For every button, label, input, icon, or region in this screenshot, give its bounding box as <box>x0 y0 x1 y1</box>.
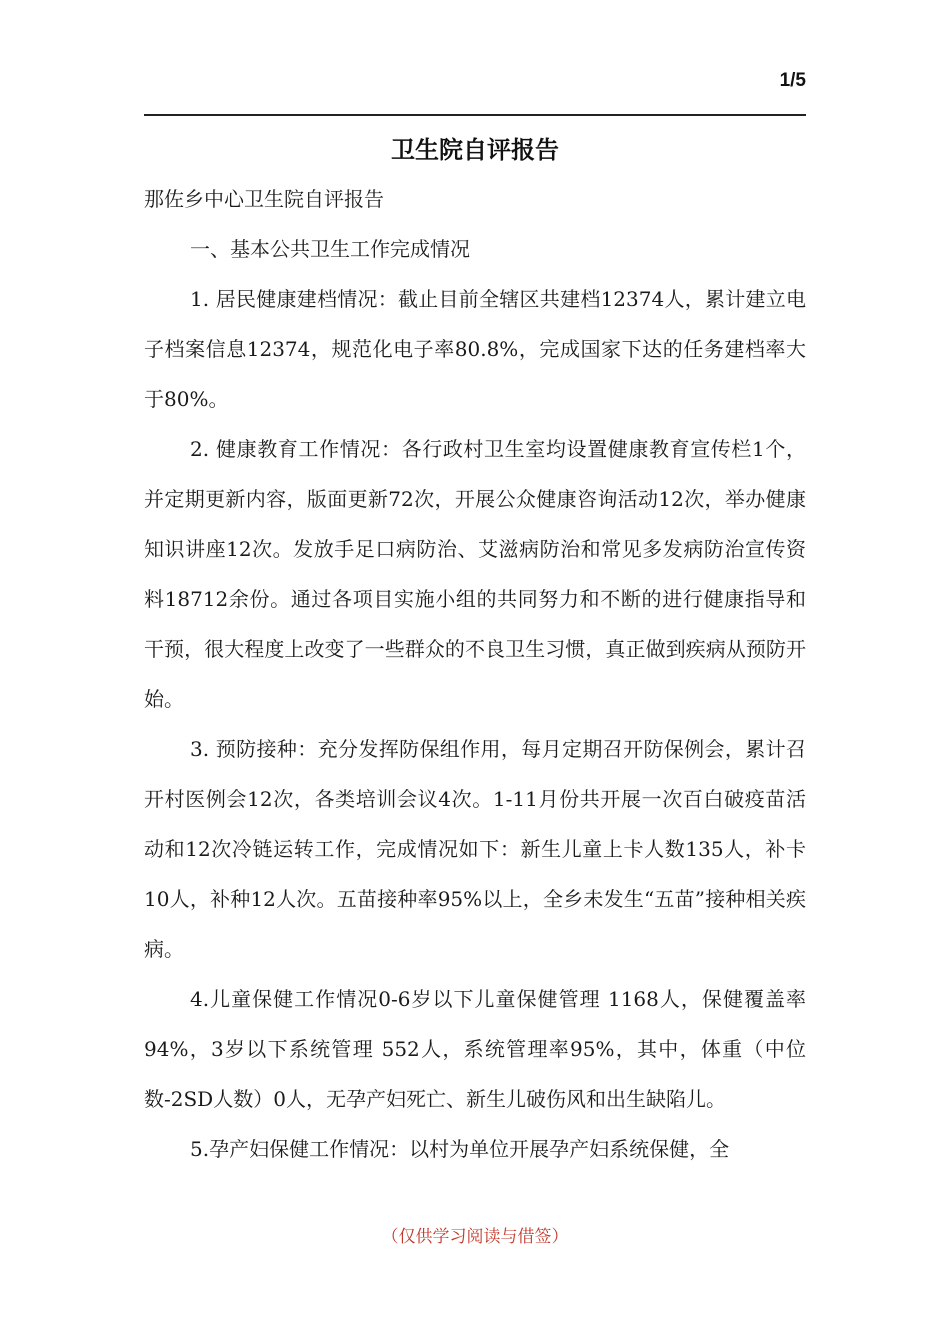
page-number: 1/5 <box>779 70 806 91</box>
paragraph-vaccination: 3. 预防接种：充分发挥防保组作用，每月定期召开防保例会，累计召开村医例会12次，各类培训会议4次。1-11月份共开展一次百白破疫苗活动和12次冷链运转工作，完成情况如下：新生儿童上卡人数135人，补卡10人，补种12人次。五苗接种率95%以上，全乡未发生“五苗”接种相关疾病。 <box>144 737 806 961</box>
document-body <box>144 174 806 1174</box>
paragraph-health-education: 2. 健康教育工作情况：各行政村卫生室均设置健康教育宣传栏1个，并定期更新内容，版面更新72次，开展公众健康咨询活动12次，举办健康知识讲座12次。发放手足口病防治、艾滋病防治和常见多发病防治宣传资料18712余份。通过各项目实施小组的共同努力和不断的进行健康指导和干预，很大程度上改变了一些群众的不良卫生习惯，真正做到疾病从预防开始。 <box>144 437 806 711</box>
paragraph-health-records: 1. 居民健康建档情况：截止目前全辖区共建档12374人，累计建立电子档案信息12374，规范化电子率80.8%，完成国家下达的任务建档率大于80%。 <box>144 287 806 411</box>
header-divider <box>144 114 806 116</box>
footer-note: （仅供学习阅读与借签） <box>381 1227 569 1247</box>
section-heading-1: 一、基本公共卫生工作完成情况 <box>190 237 470 261</box>
report-subtitle: 那佐乡中心卫生院自评报告 <box>144 187 384 211</box>
paragraph-child-health: 4.儿童保健工作情况0-6岁以下儿童保健管理 1168人，保健覆盖率94%，3岁以下系统管理 552人，系统管理率95%，其中，体重（中位数-2SD人数）0人，无孕产妇死亡、新生儿破伤风和出生缺陷儿。 <box>144 987 806 1111</box>
document-title: 卫生院自评报告 <box>391 136 559 164</box>
paragraph-maternal-health: 5.孕产妇保健工作情况：以村为单位开展孕产妇系统保健，全 <box>190 1137 730 1161</box>
